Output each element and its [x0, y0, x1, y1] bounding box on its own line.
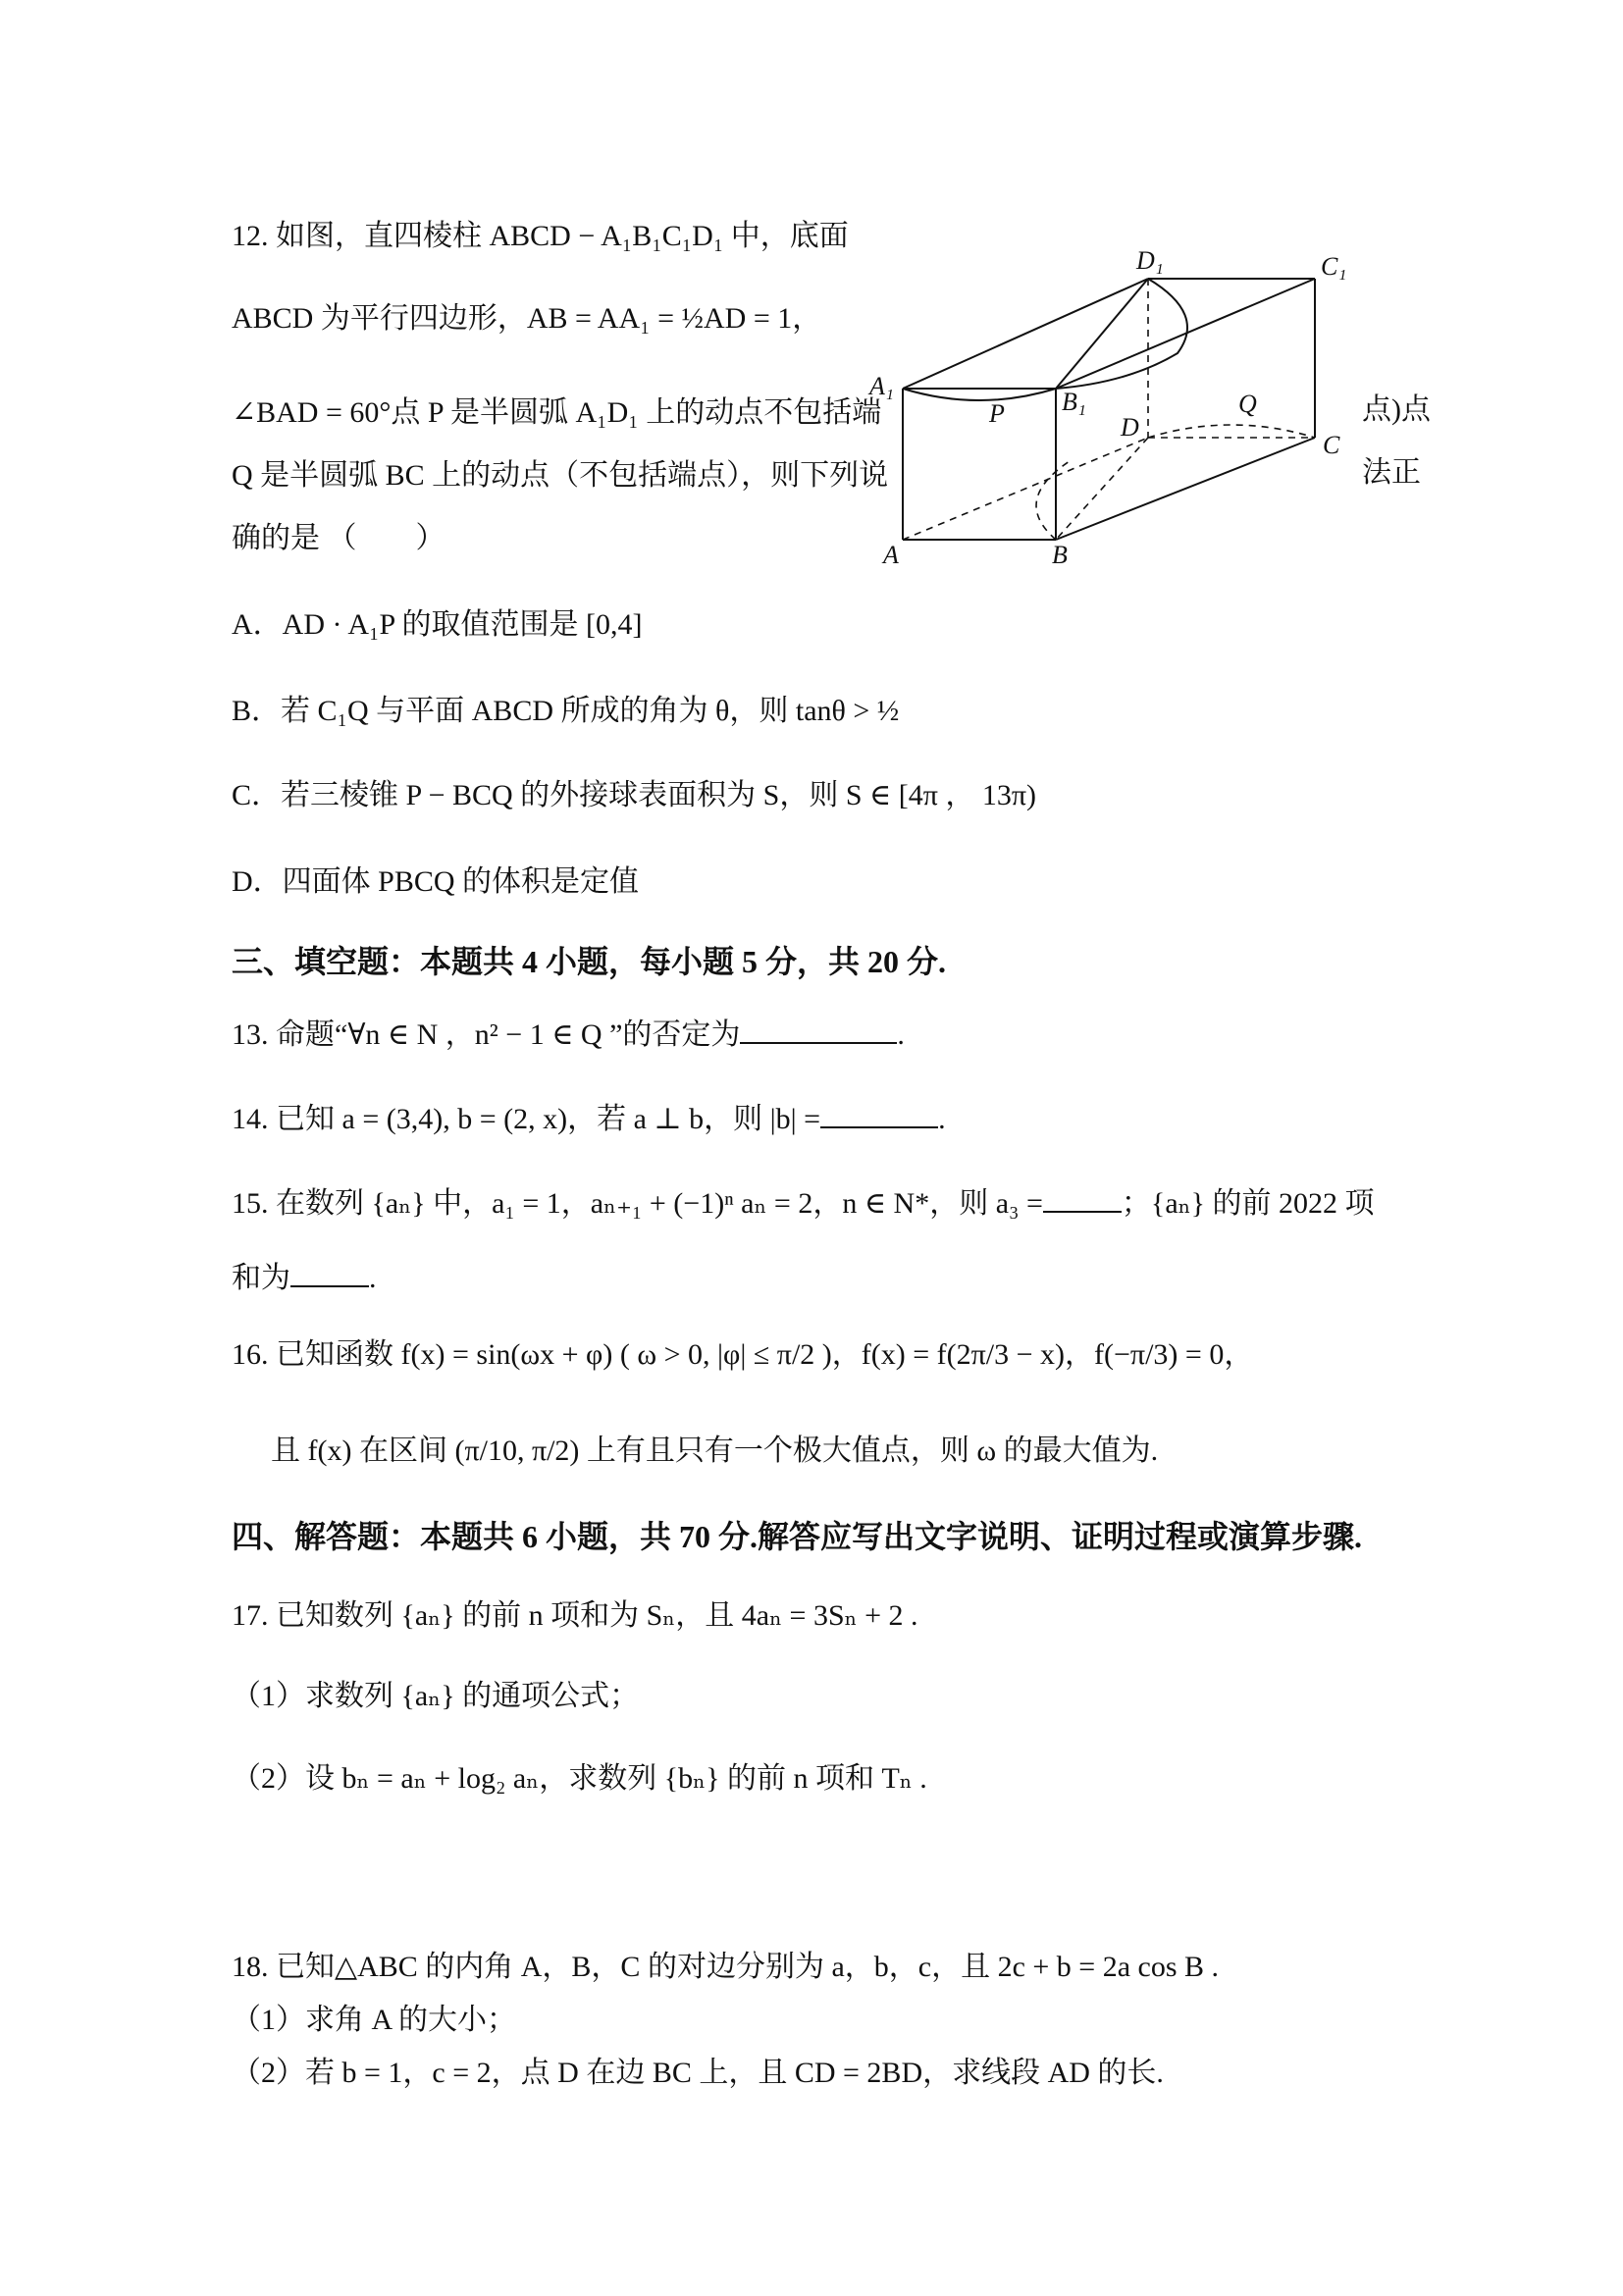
q17-part2: （2）设 bₙ = aₙ + log₂ aₙ，求数列 {bₙ} 的前 n 项和 Tₙ . [232, 1762, 927, 1795]
section-3-heading: 三、填空题：本题共 4 小题，每小题 5 分，共 20 分. [232, 944, 947, 979]
label-D1: D₁ [1136, 246, 1164, 275]
q12-line5: 确的是 （ ） [232, 522, 445, 554]
label-B: B [1052, 541, 1068, 569]
q15-text: 15. 在数列 {aₙ} 中，a₁ = 1，aₙ₊₁ + (−1)ⁿ aₙ = 2，n ∈ N*，则 a₃ = [232, 1187, 1043, 1220]
q17-stem: 17. 已知数列 {aₙ} 的前 n 项和为 Sₙ，且 4aₙ = 3Sₙ + 2 . [232, 1599, 918, 1632]
q14-text: 14. 已知 a = (3,4), b = (2, x)，若 a ⊥ b，则 |b| = [232, 1103, 821, 1135]
section-4-heading: 四、解答题：本题共 6 小题，共 70 分.解答应写出文字说明、证明过程或演算步骤. [232, 1519, 1363, 1554]
q15-blank-a3[interactable] [1043, 1185, 1122, 1213]
q13-answer-blank[interactable] [740, 1017, 897, 1044]
q15-line2 [232, 1260, 377, 1297]
q12-side-text-1: 点)点 [1362, 393, 1431, 426]
prism-figure [864, 245, 1354, 569]
label-D: D [1121, 413, 1139, 442]
q13-text: 13. 命题“∀n ∈ N ，n² − 1 ∈ Q ”的否定为 [232, 1018, 741, 1051]
q18-stem: 18. 已知△ABC 的内角 A，B，C 的对边分别为 a，b，c，且 2c + b = 2a cos B . [232, 1951, 1220, 1983]
q12-option-d: D．四面体 PBCQ 的体积是定值 [232, 865, 640, 898]
q14-end: . [938, 1103, 946, 1135]
q15-line2-text: 和为 [232, 1262, 290, 1294]
q16-line2: 且 f(x) 在区间 (π/10, π/2) 上有且只有一个极大值点，则 ω 的最大值为. [271, 1435, 1159, 1467]
q12-side-text-2: 法正 [1362, 456, 1421, 489]
q13-end: . [897, 1018, 905, 1051]
label-C: C [1323, 431, 1340, 459]
label-P: P [989, 399, 1005, 428]
label-B1: B₁ [1062, 388, 1086, 416]
label-A1: A₁ [869, 372, 894, 400]
q17-part1: （1）求数列 {aₙ} 的通项公式； [232, 1680, 640, 1712]
q12-line1: 12. 如图，直四棱柱 ABCD − A₁B₁C₁D₁ 中，底面 [232, 220, 849, 252]
label-C1: C₁ [1321, 252, 1347, 281]
q15-mid: ；{aₙ} 的前 2022 项 [1121, 1187, 1375, 1220]
label-Q: Q [1238, 390, 1257, 418]
q12-option-c: C．若三棱锥 P − BCQ 的外接球表面积为 S，则 S ∈ [4π ， 13π) [232, 779, 1037, 811]
q12-option-b: B．若 C₁Q 与平面 ABCD 所成的角为 θ，则 tanθ > ½ [232, 695, 900, 727]
q12-line3: ∠BAD = 60°点 P 是半圆弧 A₁D₁ 上的动点不包括端 [232, 396, 882, 429]
q12-line2: ABCD 为平行四边形，AB = AA₁ = ½AD = 1， [232, 302, 822, 335]
q15-blank-sum[interactable] [290, 1260, 369, 1287]
q14 [232, 1101, 946, 1138]
q18-part1: （1）求角 A 的大小； [232, 2004, 517, 2036]
q15-line1 [232, 1185, 1375, 1223]
label-A: A [883, 541, 899, 569]
q16-line1: 16. 已知函数 f(x) = sin(ωx + φ) ( ω > 0, |φ| ≤ π/2 )，f(x) = f(2π/3 − x)，f(−π/3) = 0， [232, 1338, 1254, 1371]
q12-line4: Q 是半圆弧 BC 上的动点（不包括端点），则下列说 [232, 459, 889, 492]
q12-option-a: A．AD · A₁P 的取值范围是 [0,4] [232, 608, 643, 641]
q14-answer-blank[interactable] [820, 1101, 938, 1128]
q13 [232, 1017, 905, 1054]
q18-part2: （2）若 b = 1，c = 2，点 D 在边 BC 上，且 CD = 2BD，求线段 AD 的长. [232, 2057, 1164, 2089]
q15-end: . [369, 1262, 377, 1294]
